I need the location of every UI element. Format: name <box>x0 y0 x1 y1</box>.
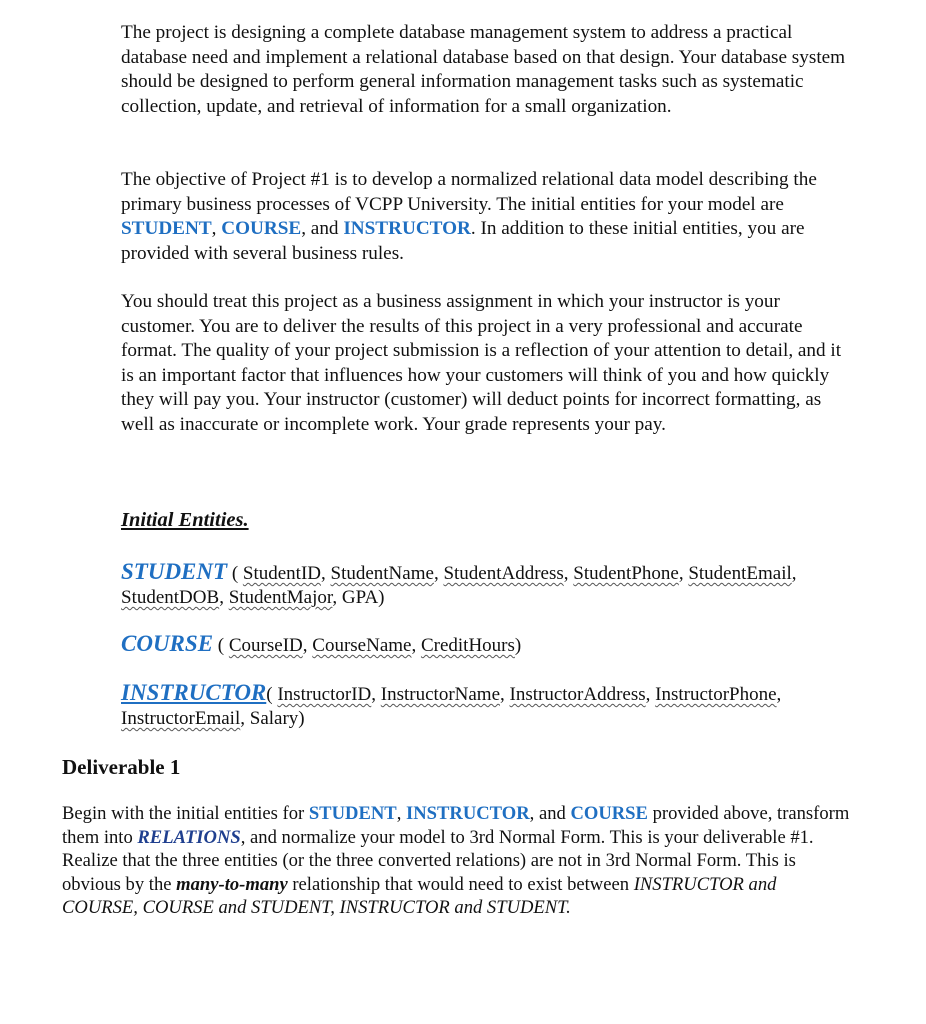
deliv-t5: , and normalize your model to 3rd Normal Form. This is your deliverable #1. Realize that the three entities (or the three converted relations) are not in 3rd Normal Form. This is obvious by the <box>62 826 814 895</box>
course-attr: CourseID <box>228 635 303 656</box>
deliv-t1: Begin with the initial entities for <box>62 803 309 824</box>
instructor-attr: InstructorEmail <box>121 708 241 729</box>
course-attr: CreditHours <box>420 635 515 656</box>
instructor-attr: InstructorName <box>380 684 501 705</box>
intro-paragraph-1 <box>121 21 846 119</box>
entity-ref-student: STUDENT <box>121 218 212 239</box>
intro-paragraph-2 <box>121 168 846 266</box>
entity-course: COURSE ( CourseID, CourseName, CreditHours) <box>121 631 522 656</box>
course-attr: CourseName <box>312 635 412 656</box>
intro-p2-start: The objective of Project #1 is to develop a normalized relational data model describing the primary business processes of VCPP University. The initial entities for your model are <box>121 169 817 215</box>
intro-p2-end: . In addition to these initial entities, you are provided with several business rules. <box>121 218 805 264</box>
student-attr: StudentEmail <box>688 563 792 584</box>
deliverable-paragraph <box>62 802 852 920</box>
entity-student-tail: GPA) <box>341 587 385 608</box>
student-attr: StudentPhone <box>573 563 679 584</box>
intro-paragraph-3-text: You should treat this project as a business assignment in which your instructor is your customer. You are to deliver the results of this project in a very professional and accurate format. The quality of your project submission is a reflection of your attention to detail, and it is an important factor that influences how your customers will think of you and how quickly they will pay you. Your instructor (customer) will deduct points for incorrect formatting, as well as inaccurate or incomplete work. Your grade represents your pay. <box>121 291 842 435</box>
entity-student-open: ( <box>227 563 243 584</box>
intro-paragraph-3 <box>121 290 846 437</box>
initial-entities-heading: Initial Entities. <box>121 509 249 531</box>
entity-ref-instructor: INSTRUCTOR <box>343 218 471 239</box>
deliv-t6: relationship that would need to exist between <box>287 873 634 895</box>
student-attr: StudentID <box>242 563 321 584</box>
deliv-many-to-many: many-to-many <box>176 873 288 895</box>
student-attr: StudentAddress <box>443 563 564 584</box>
entity-course-tail: ) <box>514 635 522 656</box>
instructor-attr: InstructorID <box>277 684 372 705</box>
deliv-relations: RELATIONS <box>137 826 241 848</box>
deliv-t2: , <box>396 803 406 824</box>
deliverable-title: Deliverable 1 <box>62 755 181 779</box>
entity-course-open: ( <box>213 635 229 656</box>
entity-student: STUDENT ( StudentID, StudentName, StudentAddress, StudentPhone, StudentEmail, StudentDOB, StudentMajor, GPA) <box>121 559 797 608</box>
deliv-ref-instructor: INSTRUCTOR <box>405 803 530 824</box>
entity-instructor-open: ( <box>266 684 278 705</box>
deliv-t3: , and <box>529 803 571 824</box>
deliv-t4: provided above, transform them into <box>62 803 850 848</box>
entity-instructor-tail: Salary) <box>249 708 305 729</box>
student-attr: StudentDOB <box>121 587 220 608</box>
instructor-attr: InstructorAddress <box>509 684 646 705</box>
instructor-attr: InstructorPhone <box>655 684 777 705</box>
deliv-pairs: INSTRUCTOR and COURSE, COURSE and STUDENT, INSTRUCTOR and STUDENT. <box>62 873 777 918</box>
entity-instructor-name: INSTRUCTOR <box>121 680 267 705</box>
deliv-ref-student: STUDENT <box>308 803 397 824</box>
student-attr: StudentMajor <box>228 587 333 608</box>
entity-ref-course: COURSE <box>221 218 302 239</box>
entity-course-name: COURSE <box>121 631 214 656</box>
deliv-ref-course: COURSE <box>570 803 648 824</box>
student-attr: StudentName <box>330 563 434 584</box>
entity-instructor: INSTRUCTOR( InstructorID, InstructorName, InstructorAddress, InstructorPhone, InstructorEmail, Salary) <box>121 680 782 729</box>
intro-paragraph-1-text: The project is designing a complete database management system to address a practical database need and implement a relational database based on that design. Your database system should be designed to perform general information management tasks such as systematic collection, update, and retrieval of information for a small organization. <box>121 22 846 117</box>
intro-p2-sep2: , and <box>301 218 344 239</box>
intro-p2-sep1: , <box>211 218 222 239</box>
entity-student-name: STUDENT <box>121 559 228 584</box>
